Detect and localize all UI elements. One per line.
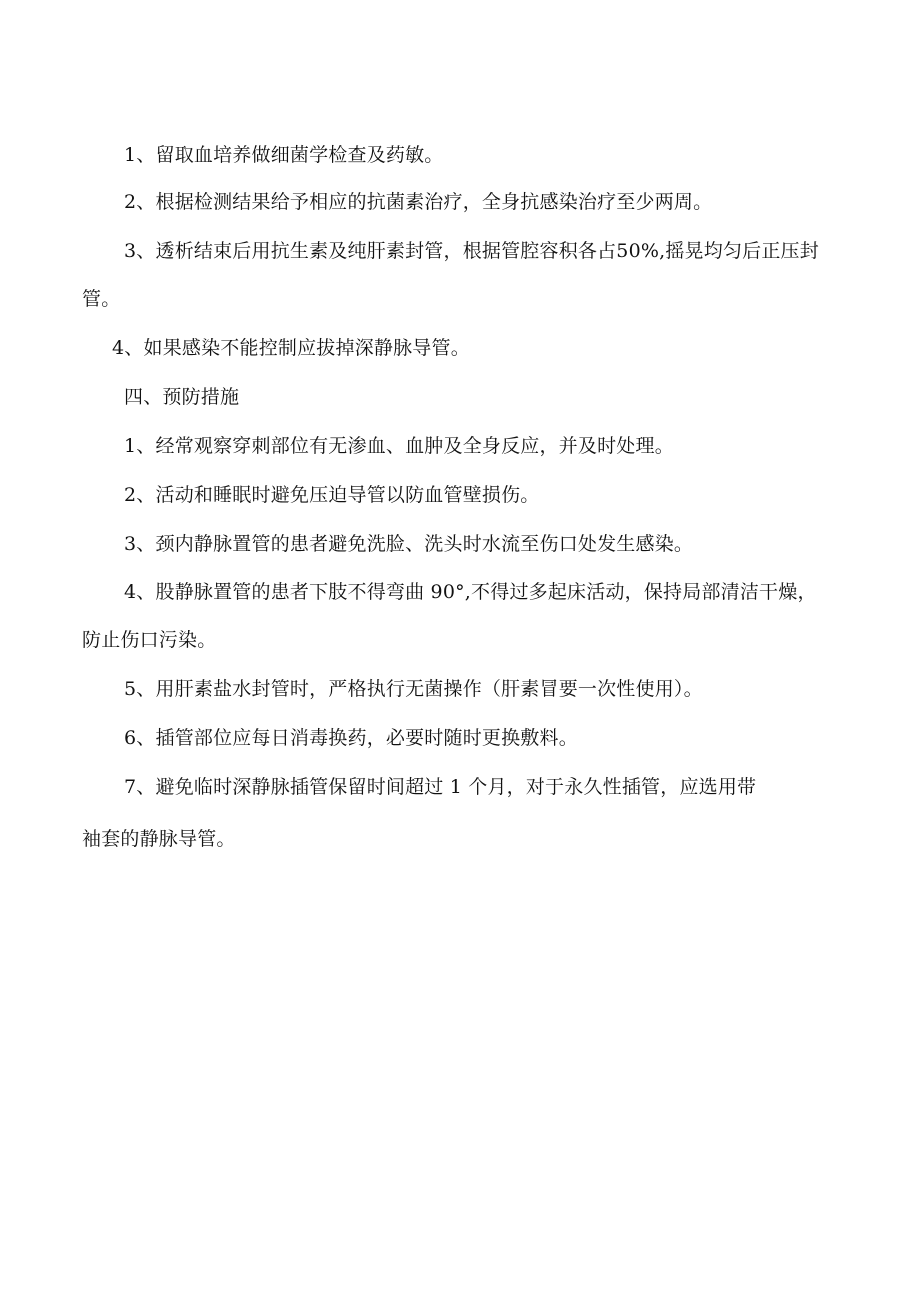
- prevention-item-7: 7、避免临时深静脉插管保留时间超过 1 个月，对于永久性插管，应选用带: [124, 776, 757, 798]
- prevention-item-2: 2、活动和睡眠时避免压迫导管以防血管壁损伤。: [124, 484, 540, 506]
- treatment-step-4: 4、如果感染不能控制应拔掉深静脉导管。: [112, 337, 470, 359]
- prevention-item-3: 3、颈内静脉置管的患者避免洗脸、洗头时水流至伤口处发生感染。: [124, 533, 694, 555]
- treatment-step-2: 2、根据检测结果给予相应的抗菌素治疗，全身抗感染治疗至少两周。: [124, 191, 713, 213]
- prevention-item-4: 4、股静脉置管的患者下肢不得弯曲 90°,不得过多起床活动，保持局部清洁干燥，: [124, 581, 817, 603]
- prevention-item-1: 1、经常观察穿刺部位有无渗血、血肿及全身反应，并及时处理。: [124, 435, 674, 457]
- section-heading: 四、预防措施: [124, 386, 240, 408]
- prevention-item-4-cont: 防止伤口污染。: [82, 629, 217, 651]
- prevention-item-6: 6、插管部位应每日消毒换药，必要时随时更换敷料。: [124, 727, 578, 749]
- treatment-step-3-cont: 管。: [82, 288, 121, 310]
- treatment-step-1: 1、留取血培养做细菌学检查及药敏。: [124, 144, 444, 166]
- prevention-item-7-cont: 袖套的静脉导管。: [82, 828, 236, 850]
- prevention-item-5: 5、用肝素盐水封管时，严格执行无菌操作（肝素冒要一次性使用）。: [124, 678, 703, 700]
- treatment-step-3: 3、透析结束后用抗生素及纯肝素封管，根据管腔容积各占50%,摇晃均匀后正压封: [124, 240, 819, 262]
